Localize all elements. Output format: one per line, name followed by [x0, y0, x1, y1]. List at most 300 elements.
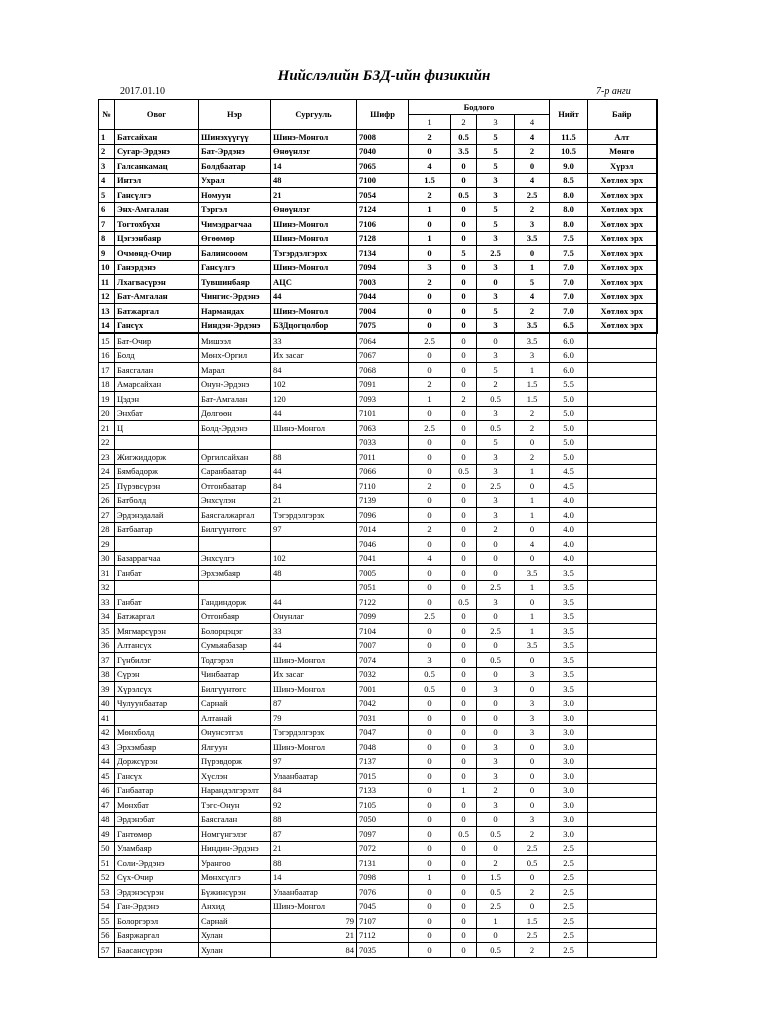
surname-cell: Сүрэн — [115, 667, 199, 682]
award-cell: Хөтлөх эрх — [588, 173, 657, 188]
total-cell: 2.5 — [550, 899, 588, 914]
name-cell: Тэргэл — [199, 202, 271, 217]
p3-cell: 3 — [477, 188, 515, 203]
p2-cell: 0 — [451, 856, 477, 871]
school-cell: Улаанбаатар — [271, 769, 357, 784]
document-date: 2017.01.10 — [120, 86, 165, 97]
code-cell: 7054 — [357, 188, 409, 203]
row-num: 18 — [99, 377, 115, 392]
p4-cell: 0 — [515, 754, 550, 769]
name-cell: Нармандах — [199, 304, 271, 319]
p2-cell: 0 — [451, 841, 477, 856]
p1-cell: 0 — [409, 798, 451, 813]
award-cell — [588, 392, 657, 407]
p4-cell: 0 — [515, 899, 550, 914]
p4-cell: 3 — [515, 725, 550, 740]
total-cell: 4.0 — [550, 537, 588, 552]
total-cell: 3.0 — [550, 798, 588, 813]
p2-cell: 0 — [451, 885, 477, 900]
code-cell: 7124 — [357, 202, 409, 217]
row-num: 24 — [99, 464, 115, 479]
code-cell: 7122 — [357, 595, 409, 610]
award-cell — [588, 783, 657, 798]
school-cell: Онунлаг — [271, 609, 357, 624]
p2-cell: 0.5 — [451, 188, 477, 203]
code-cell: 7063 — [357, 421, 409, 436]
code-cell: 7101 — [357, 406, 409, 421]
surname-cell: Гансүх — [115, 769, 199, 784]
school-cell: Өнөүнлэг — [271, 144, 357, 159]
p1-cell: 2 — [409, 377, 451, 392]
row-num: 20 — [99, 406, 115, 421]
p2-cell: 0.5 — [451, 464, 477, 479]
p4-cell: 1 — [515, 363, 550, 378]
p4-cell: 1 — [515, 260, 550, 275]
code-cell: 7065 — [357, 159, 409, 174]
award-cell — [588, 479, 657, 494]
surname-cell: Цэдэн — [115, 392, 199, 407]
total-cell: 4.0 — [550, 508, 588, 523]
p4-cell: 3.5 — [515, 333, 550, 348]
p4-cell: 4 — [515, 289, 550, 304]
name-cell: Урангоо — [199, 856, 271, 871]
table-row — [99, 899, 657, 914]
table-header — [99, 100, 657, 130]
p4-cell: 2.5 — [515, 928, 550, 943]
p3-cell: 0 — [477, 928, 515, 943]
p2-cell: 0 — [451, 508, 477, 523]
surname-cell: Болд — [115, 348, 199, 363]
school-cell: Их засаг — [271, 348, 357, 363]
table-row — [99, 159, 657, 174]
school-cell: 120 — [271, 392, 357, 407]
surname-cell: Гантөмөр — [115, 827, 199, 842]
table-row — [99, 783, 657, 798]
school-cell: 97 — [271, 522, 357, 537]
school-cell: 21 — [271, 841, 357, 856]
name-cell: Сумьяабазар — [199, 638, 271, 653]
total-cell: 3.5 — [550, 653, 588, 668]
school-cell: 84 — [271, 363, 357, 378]
award-cell — [588, 769, 657, 784]
school-cell: 14 — [271, 870, 357, 885]
p3-cell: 2.5 — [477, 899, 515, 914]
school-cell: Шинэ-Монгол — [271, 899, 357, 914]
award-cell: Хөтлөх эрх — [588, 275, 657, 290]
p2-cell: 0 — [451, 522, 477, 537]
p4-cell: 4 — [515, 537, 550, 552]
p1-cell: 0 — [409, 464, 451, 479]
p2-cell: 0 — [451, 333, 477, 348]
p1-cell: 0 — [409, 493, 451, 508]
p4-cell: 0 — [515, 551, 550, 566]
p3-cell: 2.5 — [477, 624, 515, 639]
school-cell: 79 — [271, 914, 357, 929]
row-num: 44 — [99, 754, 115, 769]
code-cell: 7066 — [357, 464, 409, 479]
total-cell: 3.0 — [550, 725, 588, 740]
p3-cell: 3 — [477, 798, 515, 813]
p2-cell: 0 — [451, 260, 477, 275]
surname-cell: Соли-Эрдэнэ — [115, 856, 199, 871]
row-num: 54 — [99, 899, 115, 914]
surname-cell: Баяржаргал — [115, 928, 199, 943]
table-row — [99, 841, 657, 856]
p3-cell: 0.5 — [477, 421, 515, 436]
award-cell — [588, 624, 657, 639]
code-cell: 7008 — [357, 130, 409, 145]
row-num: 34 — [99, 609, 115, 624]
code-cell: 7004 — [357, 304, 409, 319]
total-cell: 3.5 — [550, 595, 588, 610]
header-problem-3: 3 — [477, 115, 515, 130]
award-cell — [588, 725, 657, 740]
school-cell: БЗДцогцолбор — [271, 318, 357, 333]
award-cell — [588, 638, 657, 653]
total-cell: 5.0 — [550, 435, 588, 450]
name-cell: Бат-Амгалан — [199, 392, 271, 407]
code-cell: 7048 — [357, 740, 409, 755]
school-cell: 88 — [271, 812, 357, 827]
award-cell — [588, 537, 657, 552]
p3-cell: 2 — [477, 377, 515, 392]
table-row — [99, 508, 657, 523]
p1-cell: 0 — [409, 928, 451, 943]
name-cell: Мөнх-Оргил — [199, 348, 271, 363]
p3-cell: 3 — [477, 493, 515, 508]
school-cell: Шинэ-Монгол — [271, 304, 357, 319]
p1-cell: 0 — [409, 725, 451, 740]
p4-cell: 2.5 — [515, 841, 550, 856]
p3-cell: 2.5 — [477, 479, 515, 494]
name-cell: Дөлгөөн — [199, 406, 271, 421]
total-cell: 8.0 — [550, 217, 588, 232]
total-cell: 3.0 — [550, 696, 588, 711]
name-cell: Билгүүнтөгс — [199, 682, 271, 697]
code-cell: 7075 — [357, 318, 409, 333]
table-row — [99, 275, 657, 290]
p1-cell: 0 — [409, 841, 451, 856]
p3-cell: 0 — [477, 841, 515, 856]
p1-cell: 0 — [409, 435, 451, 450]
total-cell: 2.5 — [550, 856, 588, 871]
p1-cell: 2.5 — [409, 609, 451, 624]
p4-cell: 0 — [515, 653, 550, 668]
row-num: 52 — [99, 870, 115, 885]
name-cell: Гансүлгэ — [199, 260, 271, 275]
award-cell — [588, 348, 657, 363]
surname-cell: Баясгалан — [115, 363, 199, 378]
award-cell: Хөтлөх эрх — [588, 188, 657, 203]
p1-cell: 0 — [409, 943, 451, 958]
table-row — [99, 638, 657, 653]
p1-cell: 0 — [409, 246, 451, 261]
name-cell: Номуун — [199, 188, 271, 203]
p2-cell: 2 — [451, 392, 477, 407]
school-cell: 33 — [271, 333, 357, 348]
p2-cell: 0 — [451, 566, 477, 581]
surname-cell: Энх-Амгалан — [115, 202, 199, 217]
surname-cell — [115, 580, 199, 595]
p1-cell: 0 — [409, 406, 451, 421]
table-row — [99, 566, 657, 581]
total-cell: 8.5 — [550, 173, 588, 188]
row-num: 29 — [99, 537, 115, 552]
p2-cell: 0 — [451, 638, 477, 653]
award-cell — [588, 870, 657, 885]
p2-cell: 0 — [451, 812, 477, 827]
total-cell: 3.5 — [550, 682, 588, 697]
p3-cell: 5 — [477, 159, 515, 174]
total-cell: 3.5 — [550, 624, 588, 639]
surname-cell: Мөнхболд — [115, 725, 199, 740]
school-cell: Өнөүнлэг — [271, 202, 357, 217]
row-num: 55 — [99, 914, 115, 929]
code-cell: 7076 — [357, 885, 409, 900]
p2-cell: 0 — [451, 173, 477, 188]
row-num: 57 — [99, 943, 115, 958]
p2-cell: 0 — [451, 537, 477, 552]
school-cell: 88 — [271, 856, 357, 871]
total-cell: 6.0 — [550, 363, 588, 378]
surname-cell — [115, 435, 199, 450]
results-table — [98, 99, 658, 958]
name-cell: Хулан — [199, 943, 271, 958]
surname-cell: Цэгээнбаяр — [115, 231, 199, 246]
name-cell: Номгүнгэлэг — [199, 827, 271, 842]
row-num: 26 — [99, 493, 115, 508]
row-num: 27 — [99, 508, 115, 523]
school-cell: 21 — [271, 928, 357, 943]
code-cell: 7074 — [357, 653, 409, 668]
table-row — [99, 653, 657, 668]
table-row — [99, 609, 657, 624]
p4-cell: 2 — [515, 943, 550, 958]
code-cell: 7100 — [357, 173, 409, 188]
p1-cell: 1 — [409, 392, 451, 407]
surname-cell: Жигжиддорж — [115, 450, 199, 465]
award-cell — [588, 841, 657, 856]
p1-cell: 2.5 — [409, 421, 451, 436]
total-cell: 3.5 — [550, 609, 588, 624]
p2-cell: 0.5 — [451, 595, 477, 610]
surname-cell: Эрдэнэсүрэн — [115, 885, 199, 900]
p2-cell: 0 — [451, 725, 477, 740]
name-cell: Өгөөмөр — [199, 231, 271, 246]
row-num: 35 — [99, 624, 115, 639]
surname-cell: Эрдэнэдалай — [115, 508, 199, 523]
surname-cell: Бямбадорж — [115, 464, 199, 479]
p4-cell: 4 — [515, 130, 550, 145]
name-cell — [199, 435, 271, 450]
p3-cell: 0 — [477, 812, 515, 827]
surname-cell: Лхагвасүрэн — [115, 275, 199, 290]
p4-cell: 0 — [515, 479, 550, 494]
school-cell — [271, 580, 357, 595]
total-cell: 2.5 — [550, 870, 588, 885]
p2-cell: 0 — [451, 202, 477, 217]
name-cell: Баясгалан — [199, 812, 271, 827]
p1-cell: 0 — [409, 304, 451, 319]
p1-cell: 1 — [409, 870, 451, 885]
p1-cell: 2 — [409, 275, 451, 290]
surname-cell: Уламбаяр — [115, 841, 199, 856]
total-cell: 8.0 — [550, 202, 588, 217]
row-num: 9 — [99, 246, 115, 261]
table-row — [99, 798, 657, 813]
code-cell: 7064 — [357, 333, 409, 348]
school-cell: Шинэ-Монгол — [271, 231, 357, 246]
p4-cell: 3.5 — [515, 566, 550, 581]
row-num: 5 — [99, 188, 115, 203]
surname-cell: Ганэрдэнэ — [115, 260, 199, 275]
p1-cell: 0 — [409, 856, 451, 871]
surname-cell: Эрхэмбаяр — [115, 740, 199, 755]
p4-cell: 0 — [515, 769, 550, 784]
table-row — [99, 406, 657, 421]
p3-cell: 0 — [477, 275, 515, 290]
code-cell: 7110 — [357, 479, 409, 494]
school-cell: 84 — [271, 943, 357, 958]
name-cell: Билгүүнтөгс — [199, 522, 271, 537]
header-num: № — [99, 100, 115, 130]
p1-cell: 2 — [409, 479, 451, 494]
total-cell: 4.5 — [550, 464, 588, 479]
name-cell: Баясгалжаргал — [199, 508, 271, 523]
surname-cell: Ганбаатар — [115, 783, 199, 798]
p3-cell: 3 — [477, 450, 515, 465]
award-cell — [588, 493, 657, 508]
surname-cell: Пүрэвсүрэн — [115, 479, 199, 494]
name-cell: Тэгс-Онун — [199, 798, 271, 813]
p4-cell: 2 — [515, 144, 550, 159]
p1-cell: 0 — [409, 696, 451, 711]
row-num: 23 — [99, 450, 115, 465]
p4-cell: 2 — [515, 304, 550, 319]
document-title: Нийслэлийн БЗД-ийн физикийн — [277, 68, 491, 84]
p3-cell: 0 — [477, 609, 515, 624]
p4-cell: 1.5 — [515, 377, 550, 392]
school-cell: Шинэ-Монгол — [271, 421, 357, 436]
header-problem-4: 4 — [515, 115, 550, 130]
name-cell — [199, 580, 271, 595]
school-cell: 87 — [271, 696, 357, 711]
code-cell: 7072 — [357, 841, 409, 856]
p2-cell: 0 — [451, 159, 477, 174]
total-cell: 3.0 — [550, 740, 588, 755]
name-cell: Оргилсайхан — [199, 450, 271, 465]
p3-cell: 0.5 — [477, 943, 515, 958]
table-row — [99, 493, 657, 508]
p4-cell: 1 — [515, 493, 550, 508]
table-row — [99, 696, 657, 711]
p4-cell: 3 — [515, 711, 550, 726]
row-num: 33 — [99, 595, 115, 610]
row-num: 10 — [99, 260, 115, 275]
total-cell: 3.0 — [550, 754, 588, 769]
name-cell: Болд-Эрдэнэ — [199, 421, 271, 436]
table-row — [99, 580, 657, 595]
p4-cell: 0 — [515, 435, 550, 450]
total-cell: 2.5 — [550, 943, 588, 958]
p1-cell: 4 — [409, 159, 451, 174]
p3-cell: 0 — [477, 667, 515, 682]
total-cell: 7.0 — [550, 260, 588, 275]
header-problem-2: 2 — [451, 115, 477, 130]
award-cell — [588, 928, 657, 943]
award-cell — [588, 435, 657, 450]
surname-cell: Ганбат — [115, 566, 199, 581]
total-cell: 2.5 — [550, 928, 588, 943]
p2-cell: 0 — [451, 493, 477, 508]
table-row — [99, 231, 657, 246]
p2-cell: 0 — [451, 479, 477, 494]
total-cell: 10.5 — [550, 144, 588, 159]
p3-cell: 3 — [477, 754, 515, 769]
surname-cell: Батсайхан — [115, 130, 199, 145]
award-cell — [588, 682, 657, 697]
code-cell: 7128 — [357, 231, 409, 246]
table-row — [99, 377, 657, 392]
p4-cell: 0 — [515, 783, 550, 798]
row-num: 42 — [99, 725, 115, 740]
row-num: 36 — [99, 638, 115, 653]
school-cell: 21 — [271, 493, 357, 508]
total-cell: 4.0 — [550, 493, 588, 508]
total-cell: 2.5 — [550, 885, 588, 900]
p1-cell: 1 — [409, 202, 451, 217]
award-cell — [588, 580, 657, 595]
name-cell: Энхсүлгэ — [199, 551, 271, 566]
award-cell — [588, 856, 657, 871]
school-cell: 84 — [271, 783, 357, 798]
table-row — [99, 144, 657, 159]
row-num: 28 — [99, 522, 115, 537]
row-num: 48 — [99, 812, 115, 827]
p2-cell: 0 — [451, 377, 477, 392]
p2-cell: 0 — [451, 769, 477, 784]
surname-cell: Баасансүрэн — [115, 943, 199, 958]
p2-cell: 0 — [451, 667, 477, 682]
p3-cell: 0.5 — [477, 827, 515, 842]
award-cell: Алт — [588, 130, 657, 145]
row-num: 21 — [99, 421, 115, 436]
table-row — [99, 725, 657, 740]
p4-cell: 2 — [515, 406, 550, 421]
p4-cell: 4 — [515, 173, 550, 188]
header-award: Байр — [588, 100, 657, 130]
p3-cell: 5 — [477, 130, 515, 145]
p4-cell: 1 — [515, 609, 550, 624]
p2-cell: 0 — [451, 406, 477, 421]
p1-cell: 0 — [409, 638, 451, 653]
surname-cell: Гансүлгэ — [115, 188, 199, 203]
p2-cell: 0 — [451, 653, 477, 668]
name-cell: Балинсооом — [199, 246, 271, 261]
total-cell: 3.0 — [550, 827, 588, 842]
school-cell: 44 — [271, 595, 357, 610]
p2-cell: 0 — [451, 914, 477, 929]
award-cell — [588, 595, 657, 610]
total-cell: 9.0 — [550, 159, 588, 174]
row-num: 43 — [99, 740, 115, 755]
surname-cell: Батбаатар — [115, 522, 199, 537]
p3-cell: 3 — [477, 769, 515, 784]
school-cell: Шинэ-Монгол — [271, 682, 357, 697]
code-cell: 7050 — [357, 812, 409, 827]
award-cell: Хөтлөх эрх — [588, 289, 657, 304]
p3-cell: 5 — [477, 144, 515, 159]
